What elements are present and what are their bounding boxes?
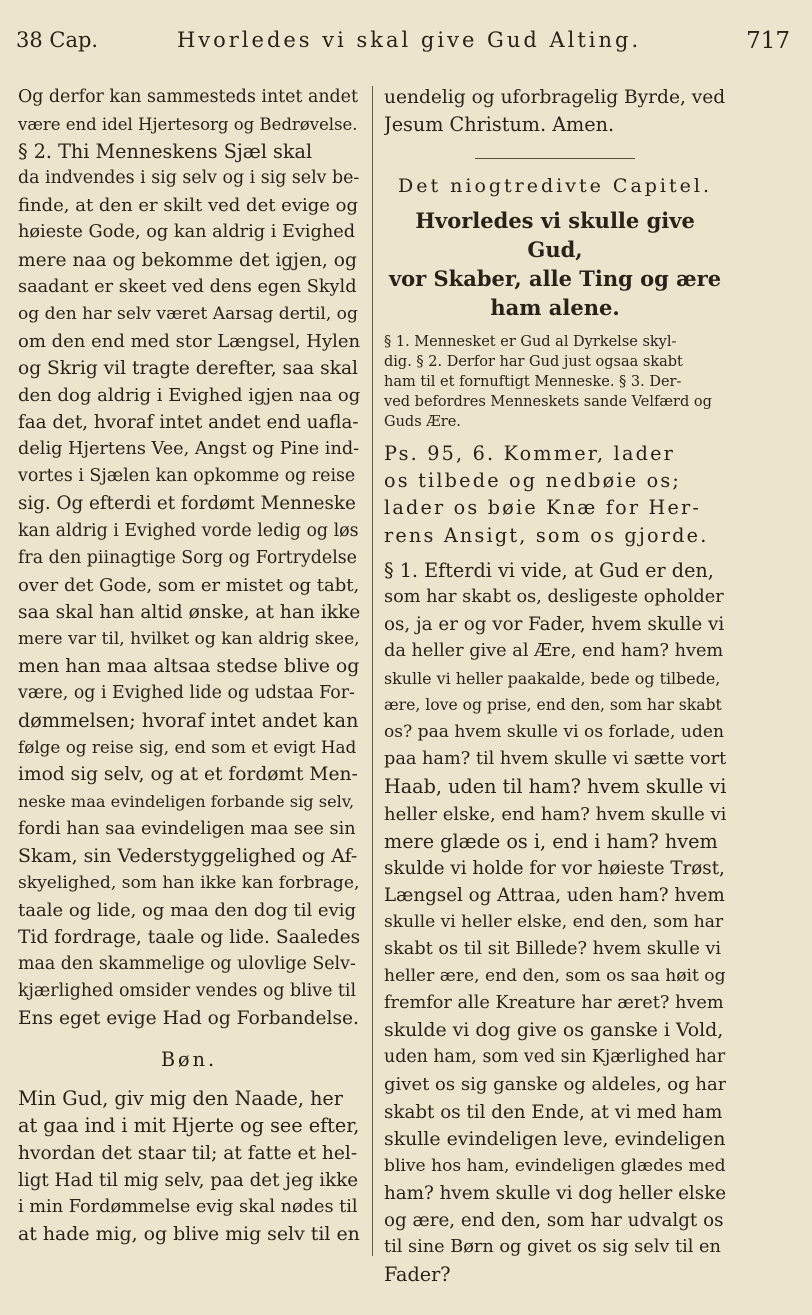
text-line: og Skrig vil tragte derefter, saa skal [18, 357, 358, 379]
text-line: faa det, hvoraf intet andet end uafla- [18, 412, 359, 434]
text-line: sig. Og efterdi et fordømt Menneske [18, 493, 356, 515]
verse-line: os tilbede og nedbøie os; [384, 469, 682, 493]
text-line: finde, at den er skilt ved det evige og [18, 195, 359, 217]
text-line: delig Hjertens Vee, Angst og Pine ind- [18, 439, 360, 460]
summary-line: ved befordres Menneskets sande Velfærd og [384, 394, 712, 411]
text-line: kjærlighed omsider vendes og blive til [18, 981, 357, 1002]
chapter-label: 38 Cap. [16, 28, 99, 52]
chapter-summary [384, 332, 726, 432]
prayer-line: at hade mig, og blive mig selv til en [18, 1222, 360, 1245]
text-line: uden ham, som ved sin Kjærlighed har [384, 1047, 726, 1068]
text-line: § 1. Efterdi vi vide, at Gud er den, [384, 558, 714, 582]
text-line: saadant er skeet ved dens egen Skyld [18, 276, 357, 297]
running-header [16, 28, 790, 62]
text-line: neske maa evindeligen forbande sig selv, [18, 792, 355, 812]
text-line: Tid fordrage, taale og lide. Saaledes [18, 926, 360, 948]
text-line: mere glæde os i, end i ham? hvem [384, 829, 718, 853]
text-line: og den har selv været Aarsag dertil, og [18, 303, 358, 324]
right-top-text [384, 84, 726, 138]
verse-line: lader os bøie Knæ for Her- [384, 496, 702, 520]
text-line: høieste Gode, og kan aldrig i Evighed [18, 222, 356, 243]
summary-line: dig. § 2. Derfor har Gud just ogsaa skabt [384, 354, 683, 371]
prayer-line: i min Fordømmelse evig skal nødes til [18, 1196, 358, 1217]
text-line: da heller give al Ære, end ham? hvem [384, 640, 724, 661]
text-line: da indvendes i sig selv og i sig selv be- [18, 168, 360, 189]
text-line: taale og lide, og maa den dog til evig [18, 899, 357, 921]
text-line: og ære, end den, som har udvalgt os [384, 1209, 724, 1231]
text-line: Længsel og Attraa, uden ham? hvem [384, 884, 725, 906]
text-line: mere naa og bekomme det igjen, og [18, 249, 357, 271]
text-line: om den end med stor Længsel, Hylen [18, 330, 360, 352]
text-line: skulle evindeligen leve, evindeligen [384, 1127, 726, 1150]
text-line: skulle vi heller paakalde, bede og tilbede, [384, 669, 721, 689]
section-rule [475, 158, 635, 159]
text-line: fra den piinagtige Sorg og Fortrydelse [18, 547, 357, 568]
text-line: vortes i Sjælen kan opkomme og reise [18, 466, 356, 487]
text-line: skyelighed, som han ikke kan forbrage, [18, 872, 360, 893]
prayer-line: Min Gud, giv mig den Naade, her [18, 1087, 343, 1111]
text-line: kan aldrig i Evighed vorde ledig og løs [18, 520, 359, 541]
text-line: heller ære, end den, som os saa høit og [384, 966, 726, 987]
column-divider [372, 86, 373, 1256]
verse-line: rens Ansigt, som os gjorde. [384, 523, 709, 547]
text-line: dømmelsen; hvoraf intet andet kan [18, 709, 359, 733]
text-line: imod sig selv, og at et fordømt Men- [18, 764, 358, 786]
text-line: den dog aldrig i Evighed igjen naa og [18, 385, 360, 407]
text-line: mere var til, hvilket og kan aldrig skee, [18, 628, 360, 649]
text-line: fremfor alle Kreature har æret? hvem [384, 993, 724, 1014]
text-line: paa ham? til hvem skulle vi sætte vort [384, 749, 726, 770]
scripture-verse [384, 440, 726, 548]
text-line: os? paa hvem skulle vi os forlade, uden [384, 722, 724, 743]
page-number: 717 [746, 28, 790, 54]
prayer-line: ligt Had til mig selv, paa det jeg ikke [18, 1169, 359, 1191]
prayer-heading: Bøn. [160, 1048, 218, 1072]
text-line: givet os sig ganske og aldeles, og har [384, 1074, 726, 1096]
right-column [384, 84, 726, 1288]
chapter-title-line: Hvorledes vi skulle give Gud, [415, 208, 695, 263]
chapter-title [384, 206, 726, 322]
text-line: Skam, sin Vederstyggelighed og Af- [18, 844, 358, 867]
text-line: uendelig og uforbragelig Byrde, ved [384, 87, 726, 108]
prayer-line: hvordan det staar til; at fatte et hel- [18, 1142, 358, 1164]
text-line: § 2. Thi Menneskens Sjæl skal [18, 140, 313, 164]
text-line: blive hos ham, evindeligen glædes med [384, 1155, 726, 1176]
text-line: Og derfor kan sammesteds intet andet [18, 87, 358, 107]
text-line: Ens eget evige Had og Forbandelse. [18, 1008, 359, 1030]
text-line: som har skabt os, desligeste opholder [384, 586, 724, 607]
text-line: følge og reise sig, end som et evigt Had [18, 737, 357, 758]
summary-line: ham til et fornuftigt Menneske. § 3. Der- [384, 374, 682, 391]
chapter-title-line: ham alene. [490, 295, 620, 321]
text-line: skabt os til den Ende, at vi med ham [384, 1101, 723, 1123]
verse-line: Ps. 95, 6. Kommer, lader [384, 442, 676, 466]
running-title: Hvorledes vi skal give Gud Alting. [176, 28, 642, 52]
text-line: skulde vi holde for vor høieste Trøst, [384, 857, 725, 879]
text-line: Haab, uden til ham? hvem skulle vi [384, 775, 726, 799]
summary-line: Guds Ære. [384, 414, 461, 431]
text-line: skulle vi heller elske, end den, som har [384, 911, 724, 932]
text-line: os, ja er og vor Fader, hvem skulle vi [384, 613, 725, 635]
text-line: maa den skammelige og ulovlige Selv- [18, 954, 356, 974]
text-line: Jesum Christum. Amen. [384, 113, 615, 137]
text-line: til sine Børn og givet os sig selv til en [384, 1237, 721, 1257]
prayer-text [18, 1085, 360, 1248]
chapter-number-heading: Det niogtredivte Capitel. [397, 175, 713, 198]
text-line: skabt os til sit Billede? hvem skulle vi [384, 938, 722, 959]
text-line: ham? hvem skulle vi dog heller elske [384, 1182, 726, 1204]
left-body-text [18, 84, 360, 1032]
left-column [18, 84, 360, 1248]
text-line: saa skal han altid ønske, at han ikke [18, 601, 360, 623]
right-body-text [384, 557, 726, 1289]
text-line: fordi han saa evindeligen maa see sin [18, 818, 356, 839]
chapter-title-line: vor Skaber, alle Ting og ære [388, 266, 722, 292]
prayer-line: at gaa ind i mit Hjerte og see efter, [18, 1114, 360, 1138]
text-line: skulde vi dog give os ganske i Vold, [384, 1019, 724, 1042]
text-line: over det Gode, som er mistet og tabt, [18, 574, 360, 596]
text-line: Fader? [384, 1263, 451, 1287]
summary-line: § 1. Mennesket er Gud al Dyrkelse skyl- [384, 334, 677, 351]
text-line: være, og i Evighed lide og udstaa For- [18, 683, 355, 704]
text-line: men han maa altsaa stedse blive og [18, 654, 360, 677]
text-line: ære, love og prise, end den, som har skabt [384, 696, 722, 715]
text-line: heller elske, end ham? hvem skulle vi [384, 803, 726, 825]
text-line: være end idel Hjertesorg og Bedrøvelse. [18, 115, 358, 135]
